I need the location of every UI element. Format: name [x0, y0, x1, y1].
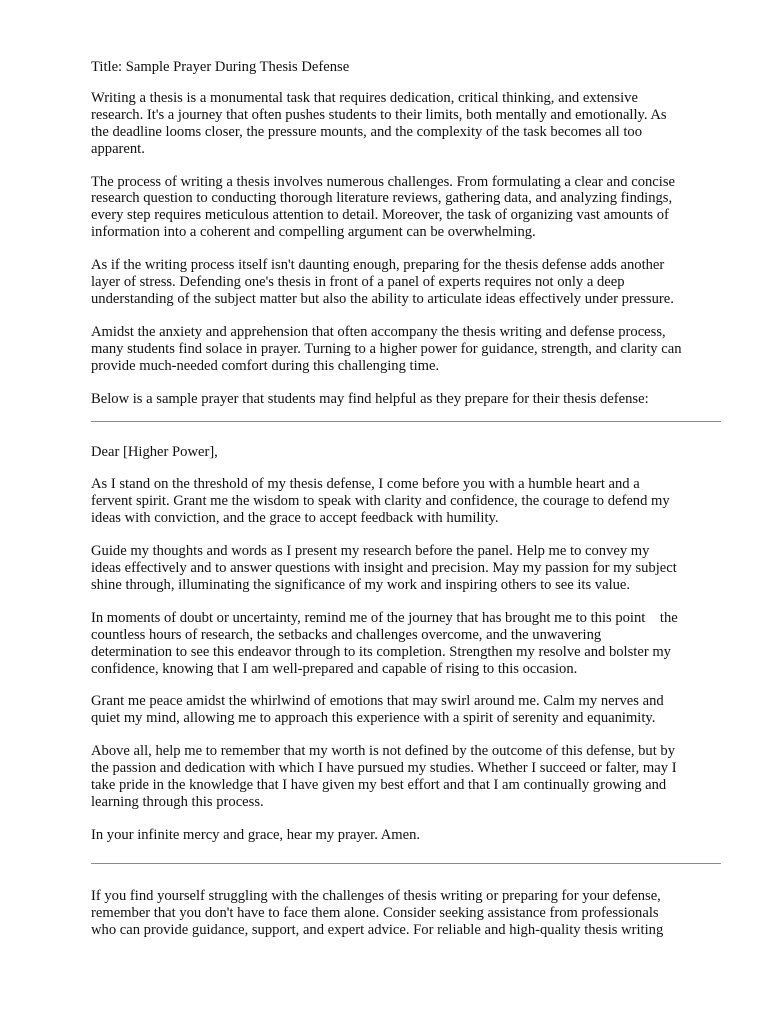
text-line: apparent.	[91, 140, 145, 157]
text-line: In moments of doubt or uncertainty, remind me of the journey that has brought me to this point the	[91, 609, 678, 626]
text-line: In your infinite mercy and grace, hear my prayer. Amen.	[91, 826, 421, 843]
text-line: layer of stress. Defending one's thesis in front of a panel of experts requires not only a deep	[91, 274, 625, 291]
prayer-paragraph-5	[91, 743, 721, 811]
intro-section	[91, 90, 721, 408]
text-line: learning through this process.	[91, 794, 264, 810]
text-line: remember that you don't have to face them alone. Consider seeking assistance from professionals	[91, 904, 659, 921]
text-line: shine through, illuminating the significance of my work and inspiring others to see its value.	[91, 576, 631, 593]
text-line: countless hours of research, the setbacks and challenges overcome, and the unwavering	[91, 626, 602, 643]
section-divider-bottom	[91, 863, 721, 864]
text-line: the deadline looms closer, the pressure mounts, and the complexity of the task becomes all too	[91, 123, 642, 140]
section-divider-top	[91, 421, 721, 422]
intro-paragraph-1	[91, 90, 721, 158]
text-line: who can provide guidance, support, and expert advice. For reliable and high-quality thesis writing	[91, 921, 664, 938]
text-line: many students find solace in prayer. Turning to a higher power for guidance, strength, and clarity can	[91, 340, 682, 357]
text-line: information into a coherent and compelling argument can be overwhelming.	[91, 224, 536, 241]
text-line: the passion and dedication with which I have pursued my studies. Whether I succeed or falter, may I	[91, 760, 677, 777]
intro-paragraph-3	[91, 257, 721, 308]
text-line: confidence, knowing that I am well-prepared and capable of rising to this occasion.	[91, 660, 578, 677]
text-line: The process of writing a thesis involves numerous challenges. From formulating a clear and concise	[91, 173, 675, 190]
text-line: quiet my mind, allowing me to approach this experience with a spirit of serenity and equanimity.	[91, 710, 656, 727]
text-line: Below is a sample prayer that students may find helpful as they prepare for their thesis defense:	[91, 390, 649, 407]
text-line: Above all, help me to remember that my worth is not defined by the outcome of this defense, but by	[91, 743, 676, 760]
prayer-salutation	[91, 444, 721, 461]
text-line: research. It's a journey that often pushes students to their limits, both mentally and emotionally. As	[91, 106, 667, 123]
text-line: take pride in the knowledge that I have given my best effort and that I am continually growing and	[91, 777, 667, 794]
text-line: determination to see this endeavor through to its completion. Strengthen my resolve and bolster my	[91, 643, 671, 660]
prayer-paragraph-3	[91, 610, 721, 678]
text-line: If you find yourself struggling with the challenges of thesis writing or preparing for your defense,	[91, 887, 661, 904]
text-line: every step requires meticulous attention to detail. Moreover, the task of organizing vast amounts of	[91, 207, 669, 224]
text-line: Guide my thoughts and words as I present my research before the panel. Help me to convey my	[91, 543, 650, 560]
intro-paragraph-5	[91, 391, 721, 408]
prayer-paragraph-4	[91, 693, 721, 727]
closing-section	[91, 888, 721, 939]
title-text: Title: Sample Prayer During Thesis Defense	[91, 59, 350, 75]
text-line: fervent spirit. Grant me the wisdom to speak with clarity and confidence, the courage to defend my	[91, 493, 670, 510]
text-line: Amidst the anxiety and apprehension that often accompany the thesis writing and defense process,	[91, 323, 666, 340]
prayer-paragraph-1	[91, 476, 721, 527]
text-line: provide much-needed comfort during this challenging time.	[91, 357, 440, 374]
intro-paragraph-4	[91, 324, 721, 375]
intro-paragraph-2	[91, 174, 721, 242]
document-page	[91, 59, 721, 955]
closing-paragraph	[91, 888, 721, 939]
prayer-paragraph-2	[91, 543, 721, 594]
prayer-section	[91, 444, 721, 844]
text-line: ideas effectively and to answer questions with insight and precision. May my passion for my subject	[91, 560, 677, 577]
text-line: As I stand on the threshold of my thesis defense, I come before you with a humble heart and a	[91, 476, 640, 493]
text-line: As if the writing process itself isn't daunting enough, preparing for the thesis defense adds another	[91, 257, 665, 274]
text-line: ideas with conviction, and the grace to accept feedback with humility.	[91, 510, 499, 527]
document-title	[91, 59, 721, 76]
text-line: understanding of the subject matter but also the ability to articulate ideas effectively under pressure.	[91, 290, 674, 307]
text-line: research question to conducting thorough literature reviews, gathering data, and analyzing findings,	[91, 190, 673, 207]
text-line: Grant me peace amidst the whirlwind of emotions that may swirl around me. Calm my nerves and	[91, 693, 664, 710]
prayer-paragraph-6	[91, 827, 721, 844]
salutation-text: Dear [Higher Power],	[91, 443, 218, 460]
text-line: Writing a thesis is a monumental task that requires dedication, critical thinking, and extensive	[91, 89, 638, 106]
